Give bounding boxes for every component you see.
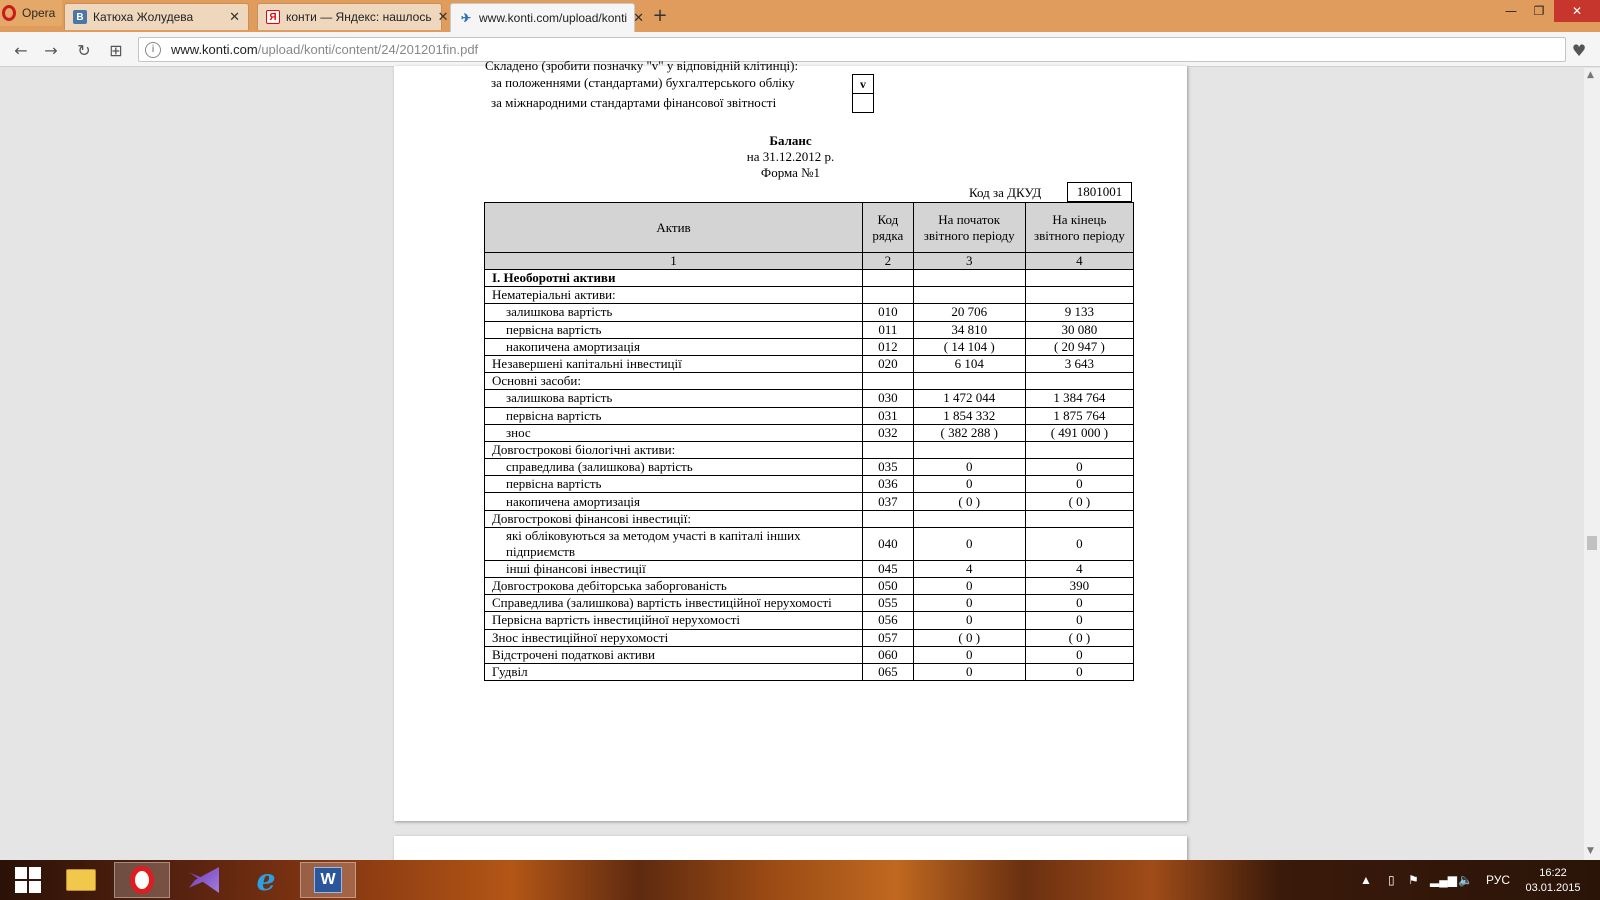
standards-national-checkbox: v — [852, 74, 874, 94]
column-number-row — [485, 253, 1134, 270]
forward-icon[interactable]: → — [44, 40, 58, 60]
row-code: 065 — [863, 663, 914, 680]
row-start-value: 34 810 — [913, 321, 1025, 338]
row-end-value: 4 — [1025, 560, 1133, 577]
table-row — [485, 441, 1134, 458]
row-label: які обліковуються за методом участі в капіталі інших підприємств — [485, 527, 863, 560]
internet-explorer-button[interactable] — [238, 862, 294, 898]
row-end-value: 9 133 — [1025, 304, 1133, 321]
row-start-value: ( 0 ) — [913, 493, 1025, 510]
row-label: Первісна вартість інвестиційної нерухомості — [485, 612, 863, 629]
row-code: 036 — [863, 476, 914, 493]
row-code: 035 — [863, 459, 914, 476]
row-code: 055 — [863, 595, 914, 612]
url-domain: www.konti.com — [171, 42, 258, 57]
visual-studio-button[interactable] — [176, 862, 232, 898]
battery-icon[interactable]: ▯ — [1388, 873, 1395, 887]
table-row — [485, 663, 1134, 680]
row-end-value: 1 384 764 — [1025, 390, 1133, 407]
row-code: 012 — [863, 338, 914, 355]
row-label: Основні засоби: — [485, 373, 863, 390]
row-label: Довгострокова дебіторська заборгованість — [485, 578, 863, 595]
row-start-value: 6 104 — [913, 355, 1025, 372]
pdf-viewer — [0, 58, 1600, 860]
row-end-value: 0 — [1025, 595, 1133, 612]
language-indicator[interactable]: РУС — [1486, 873, 1511, 887]
clock[interactable] — [1522, 866, 1584, 896]
clock-date: 03.01.2015 — [1525, 882, 1581, 894]
site-info-icon[interactable]: i — [145, 42, 161, 58]
table-row — [485, 304, 1134, 321]
row-code: 020 — [863, 355, 914, 372]
tab-strip — [0, 0, 1600, 32]
yandex-favicon-icon: Я — [266, 10, 280, 24]
volume-icon[interactable]: 🔈 — [1458, 873, 1473, 887]
opera-icon — [130, 866, 154, 894]
row-label: Довгострокові біологічні активи: — [485, 441, 863, 458]
table-row — [485, 595, 1134, 612]
heart-bookmark-icon[interactable]: ♥ — [1571, 40, 1587, 60]
scroll-up-icon[interactable]: ▲ — [1587, 70, 1594, 80]
row-code — [863, 287, 914, 304]
network-icon[interactable]: ▂▄▆ — [1430, 873, 1457, 887]
row-start-value — [913, 510, 1025, 527]
windows-taskbar — [0, 860, 1600, 900]
col-number: 1 — [485, 253, 863, 270]
vk-favicon-icon: B — [73, 10, 87, 24]
col-start-header: На початок звітного періоду — [913, 203, 1025, 253]
table-row — [485, 459, 1134, 476]
row-end-value — [1025, 270, 1133, 287]
col-number: 4 — [1025, 253, 1133, 270]
row-start-value: 1 854 332 — [913, 407, 1025, 424]
row-code — [863, 441, 914, 458]
konti-favicon-icon: ✈ — [460, 11, 472, 25]
row-end-value: 390 — [1025, 578, 1133, 595]
col-number: 3 — [913, 253, 1025, 270]
row-code: 010 — [863, 304, 914, 321]
document-form: Форма №1 — [760, 165, 821, 180]
row-code: 030 — [863, 390, 914, 407]
new-tab-button[interactable]: + — [652, 5, 668, 26]
tab-close-icon[interactable]: ✕ — [437, 9, 449, 24]
row-start-value: ( 382 288 ) — [913, 424, 1025, 441]
tab-konti-pdf[interactable] — [450, 3, 644, 32]
row-end-value: 0 — [1025, 612, 1133, 629]
row-code: 045 — [863, 560, 914, 577]
balance-table — [484, 202, 1134, 681]
row-start-value: 0 — [913, 578, 1025, 595]
row-end-value: 0 — [1025, 459, 1133, 476]
row-end-value: 0 — [1025, 527, 1133, 560]
standards-intl-checkbox — [852, 93, 874, 113]
col-asset-header: Актив — [485, 203, 863, 253]
windows-logo-icon — [15, 867, 41, 893]
flag-icon[interactable]: ⚑ — [1408, 873, 1419, 887]
word-icon: W — [314, 867, 342, 893]
table-row — [485, 321, 1134, 338]
table-header-row — [485, 203, 1134, 253]
row-label: знос — [485, 424, 863, 441]
row-label: Нематеріальні активи: — [485, 287, 863, 304]
row-code: 011 — [863, 321, 914, 338]
standards-intl-label: за міжнародними стандартами фінансової звітності — [491, 95, 777, 110]
row-start-value: 4 — [913, 560, 1025, 577]
opera-logo-icon — [2, 5, 16, 21]
file-explorer-button[interactable] — [53, 862, 109, 898]
table-row — [485, 612, 1134, 629]
restore-icon[interactable]: ❐ — [1533, 4, 1545, 18]
balance-table-body — [485, 270, 1134, 681]
url-path: /upload/konti/content/24/201201fin.pdf — [257, 42, 479, 57]
row-code: 037 — [863, 493, 914, 510]
tab-title: www.konti.com/upload/konti — [479, 11, 628, 25]
minimize-icon[interactable]: — — [1505, 4, 1517, 18]
row-label: Довгострокові фінансові інвестиції: — [485, 510, 863, 527]
row-code: 050 — [863, 578, 914, 595]
row-start-value: 0 — [913, 476, 1025, 493]
col-end-header: На кінець звітного періоду — [1025, 203, 1133, 253]
table-row — [485, 560, 1134, 577]
row-start-value — [913, 270, 1025, 287]
row-code — [863, 373, 914, 390]
row-end-value: 0 — [1025, 663, 1133, 680]
standards-national-label: за положеннями (стандартами) бухгалтерського обліку — [491, 75, 795, 90]
row-end-value: ( 0 ) — [1025, 629, 1133, 646]
row-label: накопичена амортизація — [485, 338, 863, 355]
row-start-value — [913, 287, 1025, 304]
table-row — [485, 424, 1134, 441]
folder-icon — [66, 869, 96, 891]
row-label: справедлива (залишкова) вартість — [485, 459, 863, 476]
row-label: первісна вартість — [485, 476, 863, 493]
row-label: Знос інвестиційної нерухомості — [485, 629, 863, 646]
row-start-value: 1 472 044 — [913, 390, 1025, 407]
row-end-value: ( 20 947 ) — [1025, 338, 1133, 355]
url-text[interactable] — [171, 42, 478, 57]
row-label: первісна вартість — [485, 407, 863, 424]
row-start-value: 0 — [913, 646, 1025, 663]
table-row — [485, 338, 1134, 355]
row-label: залишкова вартість — [485, 390, 863, 407]
table-row — [485, 527, 1134, 560]
clock-time: 16:22 — [1539, 867, 1567, 879]
row-start-value: 0 — [913, 459, 1025, 476]
tab-title: конти — Яндекс: нашлось — [286, 10, 432, 24]
word-taskbar-button[interactable] — [300, 862, 356, 898]
row-code: 060 — [863, 646, 914, 663]
document-date: на 31.12.2012 р. — [746, 149, 835, 164]
tab-yandex[interactable] — [257, 3, 449, 30]
scrollbar-thumb[interactable] — [1587, 536, 1597, 550]
row-code: 057 — [863, 629, 914, 646]
row-start-value: 0 — [913, 595, 1025, 612]
row-label: накопичена амортизація — [485, 493, 863, 510]
table-row — [485, 510, 1134, 527]
opera-menu-label: Opera — [22, 6, 56, 20]
row-label: первісна вартість — [485, 321, 863, 338]
tab-close-icon[interactable]: ✕ — [229, 9, 240, 24]
row-end-value: 30 080 — [1025, 321, 1133, 338]
table-row — [485, 407, 1134, 424]
table-row — [485, 629, 1134, 646]
reload-icon[interactable]: ↻ — [77, 40, 91, 60]
speed-dial-grid-icon[interactable]: ⊞ — [109, 40, 123, 60]
internet-explorer-icon: e — [256, 862, 276, 898]
row-code — [863, 270, 914, 287]
opera-menu-button[interactable] — [0, 0, 62, 26]
row-end-value: 1 875 764 — [1025, 407, 1133, 424]
col-code-header: Код рядка — [863, 203, 914, 253]
table-row — [485, 287, 1134, 304]
document-title: Баланс — [769, 133, 812, 148]
opera-taskbar-button[interactable] — [114, 862, 170, 898]
window-close-icon[interactable]: ✕ — [1554, 0, 1600, 22]
navigation-bar — [0, 32, 1600, 67]
row-end-value: ( 0 ) — [1025, 493, 1133, 510]
start-button[interactable] — [0, 862, 56, 898]
row-label: Справедлива (залишкова) вартість інвестиційної нерухомості — [485, 595, 863, 612]
row-label: інші фінансові інвестиції — [485, 560, 863, 577]
row-label: Незавершені капітальні інвестиції — [485, 355, 863, 372]
table-row — [485, 390, 1134, 407]
row-code: 056 — [863, 612, 914, 629]
table-row — [485, 578, 1134, 595]
vertical-scrollbar[interactable] — [1584, 68, 1600, 860]
row-label: Відстрочені податкові активи — [485, 646, 863, 663]
row-code — [863, 510, 914, 527]
row-start-value: ( 0 ) — [913, 629, 1025, 646]
dkud-code: 1801001 — [1067, 182, 1132, 202]
tab-close-icon[interactable]: ✕ — [633, 10, 644, 25]
row-start-value: ( 14 104 ) — [913, 338, 1025, 355]
row-label: І. Необоротні активи — [485, 270, 863, 287]
tab-title: Катюха Жолудева — [93, 10, 194, 24]
row-start-value: 20 706 — [913, 304, 1025, 321]
show-hidden-icons[interactable]: ▲ — [1360, 873, 1372, 887]
table-row — [485, 646, 1134, 663]
row-code: 040 — [863, 527, 914, 560]
table-row — [485, 476, 1134, 493]
table-row — [485, 355, 1134, 372]
back-icon[interactable]: ← — [14, 40, 28, 60]
row-start-value: 0 — [913, 612, 1025, 629]
row-end-value: 0 — [1025, 476, 1133, 493]
row-start-value — [913, 441, 1025, 458]
row-end-value: ( 491 000 ) — [1025, 424, 1133, 441]
row-end-value — [1025, 287, 1133, 304]
row-start-value — [913, 373, 1025, 390]
tab-vk[interactable] — [64, 3, 249, 30]
row-code: 032 — [863, 424, 914, 441]
row-start-value: 0 — [913, 663, 1025, 680]
row-end-value — [1025, 373, 1133, 390]
row-end-value — [1025, 510, 1133, 527]
table-row — [485, 270, 1134, 287]
compiled-line: Складено (зробити позначку "v" у відповідній клітинці): — [485, 58, 799, 73]
address-bar[interactable] — [138, 37, 1566, 62]
row-end-value: 0 — [1025, 646, 1133, 663]
row-end-value — [1025, 441, 1133, 458]
table-row — [485, 493, 1134, 510]
row-label: Гудвіл — [485, 663, 863, 680]
dkud-label: Код за ДКУД — [969, 185, 1042, 200]
col-number: 2 — [863, 253, 914, 270]
row-label: залишкова вартість — [485, 304, 863, 321]
pdf-page — [394, 58, 1187, 821]
row-start-value: 0 — [913, 527, 1025, 560]
table-row — [485, 373, 1134, 390]
scroll-down-icon[interactable]: ▼ — [1587, 846, 1594, 856]
row-end-value: 3 643 — [1025, 355, 1133, 372]
visual-studio-icon — [189, 867, 219, 893]
row-code: 031 — [863, 407, 914, 424]
